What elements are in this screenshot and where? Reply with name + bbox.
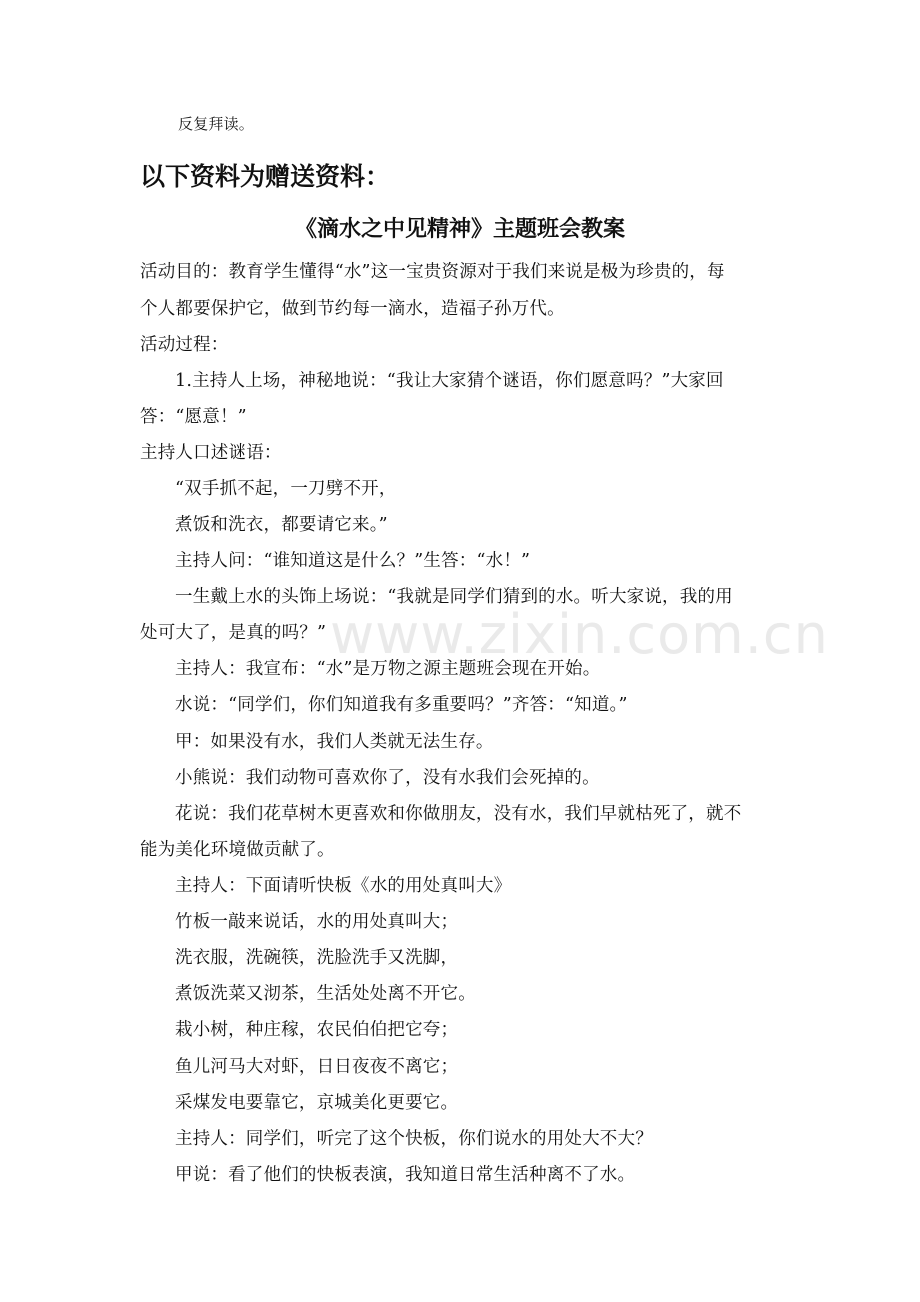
body-line: 小熊说：我们动物可喜欢你了，没有水我们会死掉的。 [175, 768, 600, 788]
body-line: 处可大了，是真的吗？” [140, 623, 327, 643]
verse-line: 竹板一敲来说话，水的用处真叫大； [175, 912, 459, 932]
verse-line: 栽小树，种庄稼，农民伯伯把它夸； [175, 1020, 459, 1040]
verse-line: 洗衣服，洗碗筷，洗脸洗手又洗脚， [175, 948, 459, 968]
riddle-line: “双手抓不起，一刀劈不开， [175, 479, 397, 499]
body-line: 一生戴上水的头饰上场说：“我就是同学们猜到的水。听大家说，我的用 [175, 587, 733, 607]
watermark-text: www.zixin.com.cn [330, 603, 829, 666]
body-line: 主持人：同学们，听完了这个快板，你们说水的用处大不大？ [175, 1129, 653, 1149]
body-line: 主持人：下面请听快板《水的用处真叫大》 [175, 876, 512, 896]
body-line: 答：“愿意！” [140, 407, 247, 427]
body-line: 活动目的：教育学生懂得“水”这一宝贵资源对于我们来说是极为珍贵的，每 [140, 262, 725, 282]
verse-line: 鱼儿河马大对虾，日日夜夜不离它； [175, 1057, 459, 1077]
body-line: 甲：如果没有水，我们人类就无法生存。 [175, 732, 494, 752]
body-line: 活动过程： [140, 335, 229, 355]
verse-line: 采煤发电要靠它，京城美化更要它。 [175, 1093, 459, 1113]
section-heading: 以下资料为赠送资料： [140, 162, 391, 191]
intro-text-line: 反复拜读。 [178, 115, 255, 133]
verse-line: 煮饭洗菜又沏茶，生活处处离不开它。 [175, 984, 476, 1004]
body-line: 水说：“同学们，你们知道我有多重要吗？”齐答：“知道。” [175, 695, 628, 715]
document-title: 《滴水之中见精神》主题班会教案 [294, 217, 625, 242]
body-line: 主持人问：“谁知道这是什么？”生答：“水！” [175, 551, 531, 571]
riddle-line: 煮饭和洗衣，都要请它来。” [175, 515, 388, 535]
body-line: 甲说：看了他们的快板表演，我知道日常生活种离不了水。 [175, 1165, 636, 1185]
body-line: 能为美化环境做贡献了。 [140, 840, 335, 860]
body-line: 主持人口述谜语： [140, 443, 282, 463]
body-line: 主持人：我宣布：“水”是万物之源主题班会现在开始。 [175, 659, 601, 679]
body-line: 花说：我们花草树木更喜欢和你做朋友，没有水，我们早就枯死了，就不 [175, 804, 742, 824]
body-line: 1.主持人上场，神秘地说：“我让大家猜个谜语，你们愿意吗？”大家回 [175, 371, 724, 391]
body-line: 个人都要保护它，做到节约每一滴水，造福子孙万代。 [140, 299, 565, 319]
